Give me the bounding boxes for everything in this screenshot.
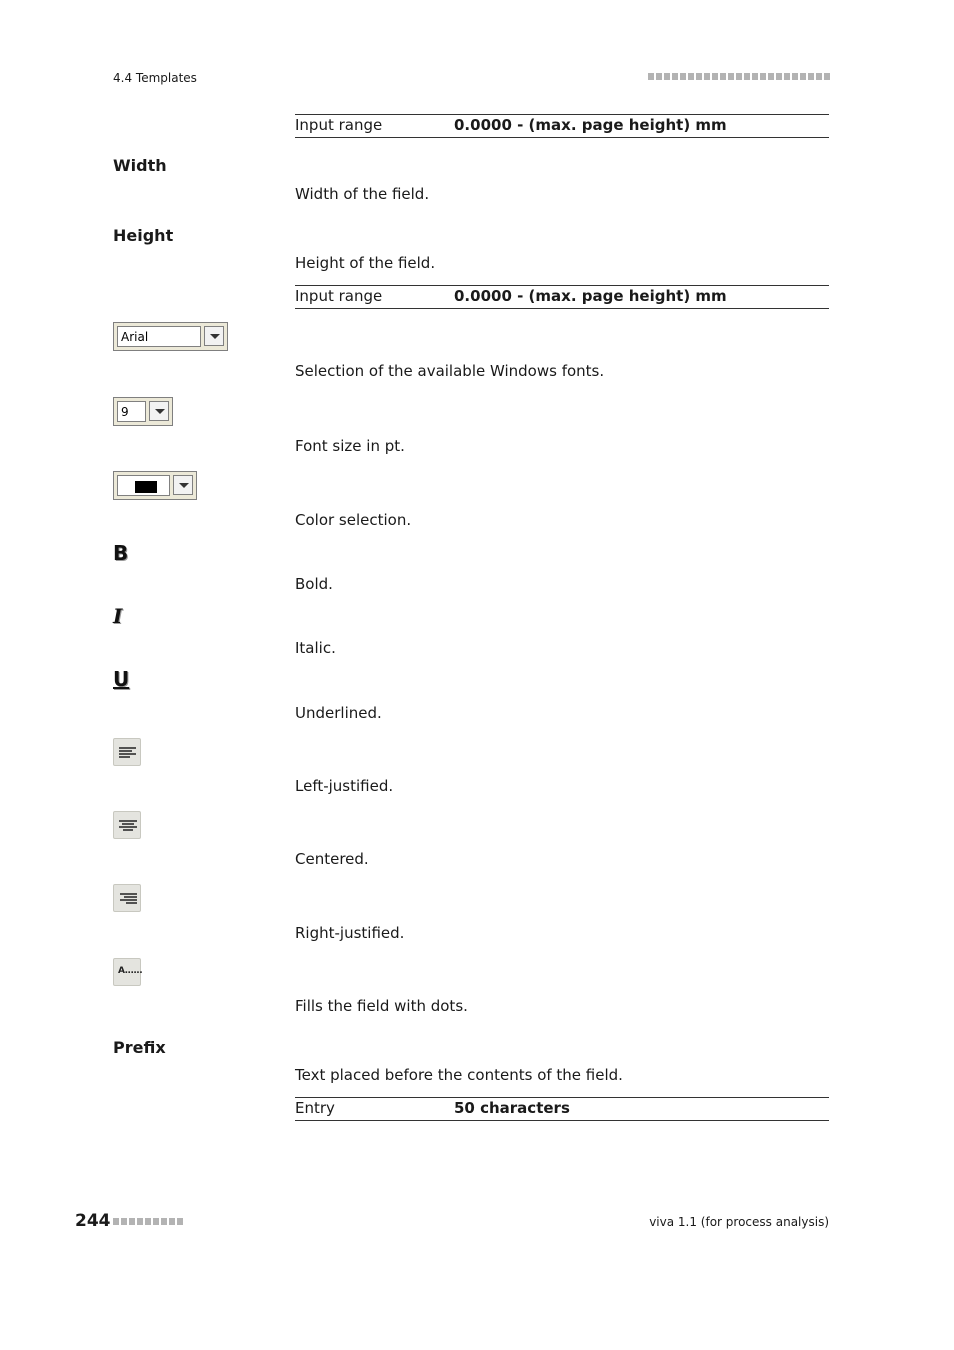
width-term: Width: [113, 156, 167, 175]
color-swatch: [135, 481, 157, 493]
color-combo[interactable]: [113, 471, 197, 500]
prefix-desc: Text placed before the contents of the field.: [295, 1066, 623, 1084]
bold-desc: Bold.: [295, 575, 333, 593]
color-desc: Color selection.: [295, 511, 412, 529]
underline-icon[interactable]: U: [113, 667, 130, 691]
fill-dots-desc: Fills the field with dots.: [295, 997, 468, 1015]
chevron-down-icon[interactable]: [149, 401, 169, 421]
input-range-value: 0.0000 - (max. page height) mm: [454, 116, 727, 134]
align-right-icon[interactable]: [113, 884, 141, 912]
italic-icon[interactable]: I: [113, 604, 123, 628]
input-range-value: 0.0000 - (max. page height) mm: [454, 287, 727, 305]
input-range-row-height: [295, 285, 829, 309]
color-combo-field: [117, 475, 170, 496]
input-range-label: Input range: [295, 287, 383, 305]
bold-icon[interactable]: B: [113, 541, 129, 565]
section-title: 4.4 Templates: [113, 71, 197, 85]
font-combo-value: Arial: [117, 326, 201, 347]
font-size-value: 9: [117, 401, 146, 422]
chevron-down-icon[interactable]: [204, 326, 224, 346]
font-size-combo[interactable]: [113, 397, 173, 426]
align-center-icon[interactable]: [113, 811, 141, 839]
align-left-desc: Left-justified.: [295, 777, 394, 795]
fill-dots-icon[interactable]: [113, 958, 141, 986]
entry-label: Entry: [295, 1099, 335, 1117]
align-left-icon[interactable]: [113, 738, 141, 766]
align-center-desc: Centered.: [295, 850, 369, 868]
page-number: 244: [75, 1211, 111, 1231]
fill-dots-glyph: A......: [118, 966, 143, 976]
product-name: viva 1.1 (for process analysis): [649, 1215, 829, 1229]
width-desc: Width of the field.: [295, 185, 430, 203]
chevron-down-icon[interactable]: [173, 475, 193, 495]
input-range-label: Input range: [295, 116, 383, 134]
header-decoration: [648, 73, 830, 80]
prefix-term: Prefix: [113, 1038, 166, 1057]
height-term: Height: [113, 226, 174, 245]
font-combo[interactable]: [113, 322, 228, 351]
height-desc: Height of the field.: [295, 254, 436, 272]
input-range-row-top: [295, 114, 829, 138]
align-right-desc: Right-justified.: [295, 924, 405, 942]
font-desc: Selection of the available Windows fonts.: [295, 362, 605, 380]
font-size-desc: Font size in pt.: [295, 437, 405, 455]
entry-row: [295, 1097, 829, 1121]
underline-desc: Underlined.: [295, 704, 382, 722]
italic-desc: Italic.: [295, 639, 336, 657]
entry-value: 50 characters: [454, 1099, 570, 1117]
footer-decoration: [113, 1218, 183, 1225]
